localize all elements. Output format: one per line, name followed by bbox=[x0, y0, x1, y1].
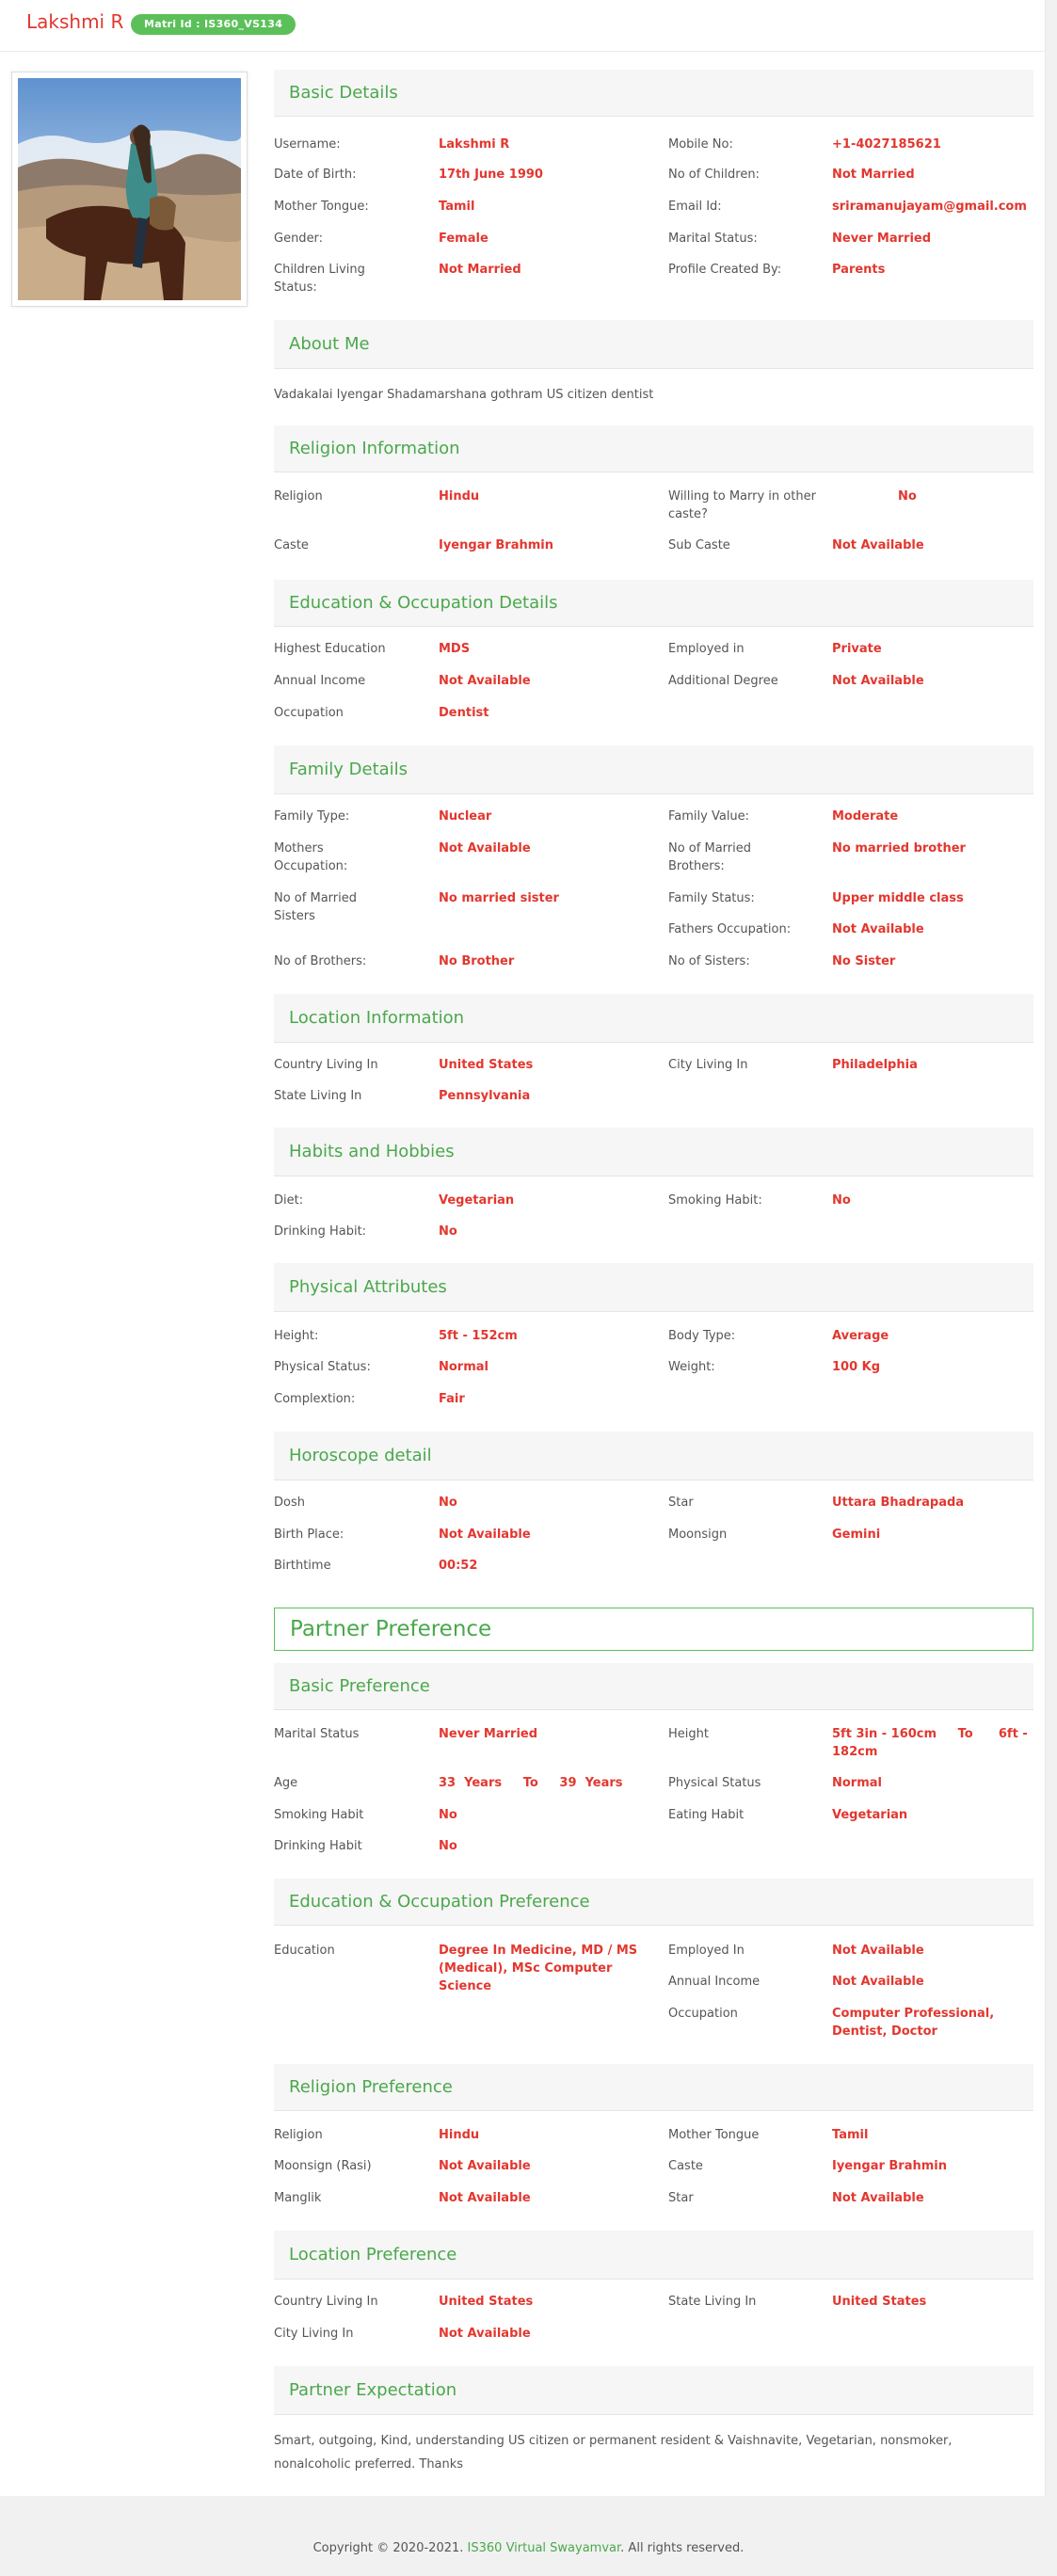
married-brothers-label-line2: Brothers: bbox=[668, 859, 725, 873]
mother-tongue-label: Mother Tongue: bbox=[274, 200, 369, 214]
family-status-label: Family Status: bbox=[668, 891, 755, 905]
profile-photo-frame bbox=[11, 72, 248, 307]
married-sisters-label-line1: No of Married bbox=[274, 891, 357, 905]
gender-value: Female bbox=[439, 232, 488, 246]
pref-city-label: City Living In bbox=[274, 2327, 354, 2341]
dosh-value: No bbox=[439, 1496, 457, 1510]
annual-income-value: Not Available bbox=[439, 674, 531, 688]
weight-label: Weight: bbox=[668, 1360, 715, 1374]
username-label: Username: bbox=[274, 137, 341, 152]
married-brothers-label-line1: No of Married bbox=[668, 841, 751, 856]
height-label: Height: bbox=[274, 1329, 319, 1343]
section-partner-expectation: Partner Expectation bbox=[274, 2366, 1033, 2415]
dob-value: 17th June 1990 bbox=[439, 168, 543, 182]
children-label: No of Children: bbox=[668, 168, 760, 182]
pref-mother-tongue-value: Tamil bbox=[832, 2128, 869, 2142]
footer bbox=[0, 2541, 1057, 2555]
pref-smoking-label: Smoking Habit bbox=[274, 1808, 364, 1822]
annual-income-label: Annual Income bbox=[274, 674, 366, 688]
moonsign-value: Gemini bbox=[832, 1528, 881, 1542]
pref-employed-value: Not Available bbox=[832, 1944, 924, 1958]
country-living-label: Country Living In bbox=[274, 1058, 378, 1072]
family-type-label: Family Type: bbox=[274, 809, 350, 824]
about-me-text: Vadakalai Iyengar Shadamarshana gothram US citizen dentist bbox=[274, 388, 654, 402]
caste-label: Caste bbox=[274, 538, 309, 552]
birth-place-value: Not Available bbox=[439, 1528, 531, 1542]
footer-brand-link[interactable]: IS360 Virtual Swayamvar bbox=[467, 2541, 621, 2555]
country-living-value: United States bbox=[439, 1058, 534, 1072]
profile-created-label: Profile Created By: bbox=[668, 263, 782, 277]
pref-education-value-line3: Science bbox=[439, 1979, 492, 1993]
pref-drinking-label: Drinking Habit bbox=[274, 1839, 362, 1853]
section-basic-details: Basic Details bbox=[274, 70, 1033, 117]
email-value[interactable]: sriramanujayam@gmail.com bbox=[832, 200, 1027, 214]
birth-place-label: Birth Place: bbox=[274, 1528, 344, 1542]
pref-age-label: Age bbox=[274, 1776, 298, 1790]
caste-value: Iyengar Brahmin bbox=[439, 538, 554, 552]
pref-country-label: Country Living In bbox=[274, 2295, 378, 2309]
pref-star-label: Star bbox=[668, 2191, 694, 2205]
willing-other-caste-label-line1: Willing to Marry in other bbox=[668, 489, 816, 504]
profile-name: Lakshmi R bbox=[26, 10, 124, 33]
pref-income-value: Not Available bbox=[832, 1975, 924, 1989]
married-sisters-label-line2: Sisters bbox=[274, 909, 315, 923]
section-religion-preference: Religion Preference bbox=[274, 2064, 1033, 2111]
username-value: Lakshmi R bbox=[439, 137, 510, 152]
pref-age-value: 33 Years To 39 Years bbox=[439, 1776, 623, 1790]
body-type-label: Body Type: bbox=[668, 1329, 736, 1343]
section-basic-preference: Basic Preference bbox=[274, 1663, 1033, 1710]
pref-occupation-label: Occupation bbox=[668, 2007, 738, 2021]
family-status-value: Upper middle class bbox=[832, 891, 964, 905]
height-value: 5ft - 152cm bbox=[439, 1329, 518, 1343]
brothers-value: No Brother bbox=[439, 954, 515, 968]
occupation-value: Dentist bbox=[439, 706, 489, 720]
dob-label: Date of Birth: bbox=[274, 168, 357, 182]
pref-education-label: Education bbox=[274, 1944, 335, 1958]
drinking-label: Drinking Habit: bbox=[274, 1224, 367, 1239]
section-horoscope: Horoscope detail bbox=[274, 1432, 1033, 1480]
birthtime-label: Birthtime bbox=[274, 1559, 331, 1573]
section-family: Family Details bbox=[274, 745, 1033, 794]
profile-photo[interactable] bbox=[18, 78, 241, 300]
section-religion: Religion Information bbox=[274, 425, 1033, 472]
family-type-value: Nuclear bbox=[439, 809, 492, 824]
pref-moonsign-value: Not Available bbox=[439, 2159, 531, 2173]
brothers-label: No of Brothers: bbox=[274, 954, 367, 968]
mothers-occupation-label-line2: Occupation: bbox=[274, 859, 348, 873]
pref-height-value-line1: 5ft 3in - 160cm To 6ft - bbox=[832, 1727, 1028, 1741]
diet-value: Vegetarian bbox=[439, 1193, 515, 1208]
pref-mother-tongue-label: Mother Tongue bbox=[668, 2128, 760, 2142]
pref-star-value: Not Available bbox=[832, 2191, 924, 2205]
city-living-label: City Living In bbox=[668, 1058, 748, 1072]
religion-value: Hindu bbox=[439, 489, 480, 504]
pref-education-value-line1: Degree In Medicine, MD / MS bbox=[439, 1944, 638, 1958]
willing-other-caste-label-line2: caste? bbox=[668, 507, 708, 521]
family-value-label: Family Value: bbox=[668, 809, 750, 824]
state-living-value: Pennsylvania bbox=[439, 1089, 531, 1103]
pref-drinking-value: No bbox=[439, 1839, 457, 1853]
sisters-value: No Sister bbox=[832, 954, 896, 968]
fathers-occupation-value: Not Available bbox=[832, 922, 924, 936]
pref-occupation-value-line2: Dentist, Doctor bbox=[832, 2024, 937, 2039]
children-living-label-line2: Status: bbox=[274, 280, 317, 295]
pref-caste-label: Caste bbox=[668, 2159, 703, 2173]
diet-label: Diet: bbox=[274, 1193, 304, 1208]
mother-tongue-value: Tamil bbox=[439, 200, 475, 214]
dosh-label: Dosh bbox=[274, 1496, 305, 1510]
pref-country-value: United States bbox=[439, 2295, 534, 2309]
drinking-value: No bbox=[439, 1224, 457, 1239]
complexion-value: Fair bbox=[439, 1392, 465, 1406]
pref-height-label: Height bbox=[668, 1727, 709, 1741]
highest-education-value: MDS bbox=[439, 642, 471, 656]
pref-moonsign-label: Moonsign (Rasi) bbox=[274, 2159, 372, 2173]
smoking-label: Smoking Habit: bbox=[668, 1193, 762, 1208]
star-value: Uttara Bhadrapada bbox=[832, 1496, 965, 1510]
mothers-occupation-label-line1: Mothers bbox=[274, 841, 324, 856]
children-living-value: Not Married bbox=[439, 263, 521, 277]
partner-preference-title: Partner Preference bbox=[274, 1608, 1033, 1651]
section-habits: Habits and Hobbies bbox=[274, 1128, 1033, 1176]
marital-status-label: Marital Status: bbox=[668, 232, 758, 246]
physical-status-label: Physical Status: bbox=[274, 1360, 371, 1374]
pref-education-value-line2: (Medical), MSc Computer bbox=[439, 1961, 613, 1976]
married-brothers-value: No married brother bbox=[832, 841, 966, 856]
profile-header bbox=[0, 0, 1045, 52]
mobile-value: +1-4027185621 bbox=[832, 137, 941, 152]
matri-id-badge: Matri Id : IS360_VS134 bbox=[131, 14, 296, 35]
pref-religion-label: Religion bbox=[274, 2128, 323, 2142]
sub-caste-value: Not Available bbox=[832, 538, 924, 552]
section-education-preference: Education & Occupation Preference bbox=[274, 1879, 1033, 1926]
physical-status-value: Normal bbox=[439, 1360, 488, 1374]
fathers-occupation-label: Fathers Occupation: bbox=[668, 922, 792, 936]
mobile-label: Mobile No: bbox=[668, 137, 733, 152]
body-type-value: Average bbox=[832, 1329, 889, 1343]
section-education: Education & Occupation Details bbox=[274, 580, 1033, 627]
additional-degree-value: Not Available bbox=[832, 674, 924, 688]
section-physical: Physical Attributes bbox=[274, 1263, 1033, 1312]
marital-status-value: Never Married bbox=[832, 232, 932, 246]
gender-label: Gender: bbox=[274, 232, 324, 246]
partner-expectation-line2: nonalcoholic preferred. Thanks bbox=[274, 2457, 464, 2472]
smoking-value: No bbox=[832, 1193, 851, 1208]
religion-label: Religion bbox=[274, 489, 323, 504]
sisters-label: No of Sisters: bbox=[668, 954, 750, 968]
pref-occupation-value-line1: Computer Professional, bbox=[832, 2007, 995, 2021]
moonsign-label: Moonsign bbox=[668, 1528, 728, 1542]
pref-marital-label: Marital Status bbox=[274, 1727, 360, 1741]
state-living-label: State Living In bbox=[274, 1089, 362, 1103]
pref-eating-label: Eating Habit bbox=[668, 1808, 745, 1822]
sub-caste-label: Sub Caste bbox=[668, 538, 730, 552]
highest-education-label: Highest Education bbox=[274, 642, 386, 656]
complexion-label: Complextion: bbox=[274, 1392, 356, 1406]
pref-marital-value: Never Married bbox=[439, 1727, 538, 1741]
pref-physical-status-value: Normal bbox=[832, 1776, 882, 1790]
partner-expectation-line1: Smart, outgoing, Kind, understanding US citizen or permanent resident & Vaishnavite, Vegetarian, nonsmoker, bbox=[274, 2434, 953, 2448]
children-living-label-line1: Children Living bbox=[274, 263, 365, 277]
pref-eating-value: Vegetarian bbox=[832, 1808, 908, 1822]
weight-value: 100 Kg bbox=[832, 1360, 881, 1374]
pref-income-label: Annual Income bbox=[668, 1975, 761, 1989]
married-sisters-value: No married sister bbox=[439, 891, 559, 905]
section-location-preference: Location Preference bbox=[274, 2231, 1033, 2280]
star-label: Star bbox=[668, 1496, 694, 1510]
footer-rights: . All rights reserved. bbox=[620, 2541, 745, 2555]
pref-religion-value: Hindu bbox=[439, 2128, 480, 2142]
pref-physical-status-label: Physical Status bbox=[668, 1776, 761, 1790]
occupation-label: Occupation bbox=[274, 706, 344, 720]
email-label: Email Id: bbox=[668, 200, 722, 214]
city-living-value: Philadelphia bbox=[832, 1058, 918, 1072]
pref-manglik-value: Not Available bbox=[439, 2191, 531, 2205]
mothers-occupation-value: Not Available bbox=[439, 841, 531, 856]
willing-other-caste-value: No bbox=[898, 489, 917, 504]
section-location: Location Information bbox=[274, 994, 1033, 1043]
pref-state-label: State Living In bbox=[668, 2295, 757, 2309]
birthtime-value: 00:52 bbox=[439, 1559, 478, 1573]
employed-in-value: Private bbox=[832, 642, 882, 656]
section-about-me: About Me bbox=[274, 320, 1033, 369]
employed-in-label: Employed in bbox=[668, 642, 745, 656]
additional-degree-label: Additional Degree bbox=[668, 674, 778, 688]
pref-employed-label: Employed In bbox=[668, 1944, 745, 1958]
footer-copyright: Copyright © 2020-2021. bbox=[312, 2541, 464, 2555]
pref-city-value: Not Available bbox=[439, 2327, 531, 2341]
family-value-value: Moderate bbox=[832, 809, 899, 824]
pref-state-value: United States bbox=[832, 2295, 927, 2309]
children-value: Not Married bbox=[832, 168, 915, 182]
pref-smoking-value: No bbox=[439, 1808, 457, 1822]
pref-manglik-label: Manglik bbox=[274, 2191, 322, 2205]
pref-height-value-line2: 182cm bbox=[832, 1745, 878, 1759]
profile-created-value: Parents bbox=[832, 263, 886, 277]
pref-caste-value: Iyengar Brahmin bbox=[832, 2159, 948, 2173]
